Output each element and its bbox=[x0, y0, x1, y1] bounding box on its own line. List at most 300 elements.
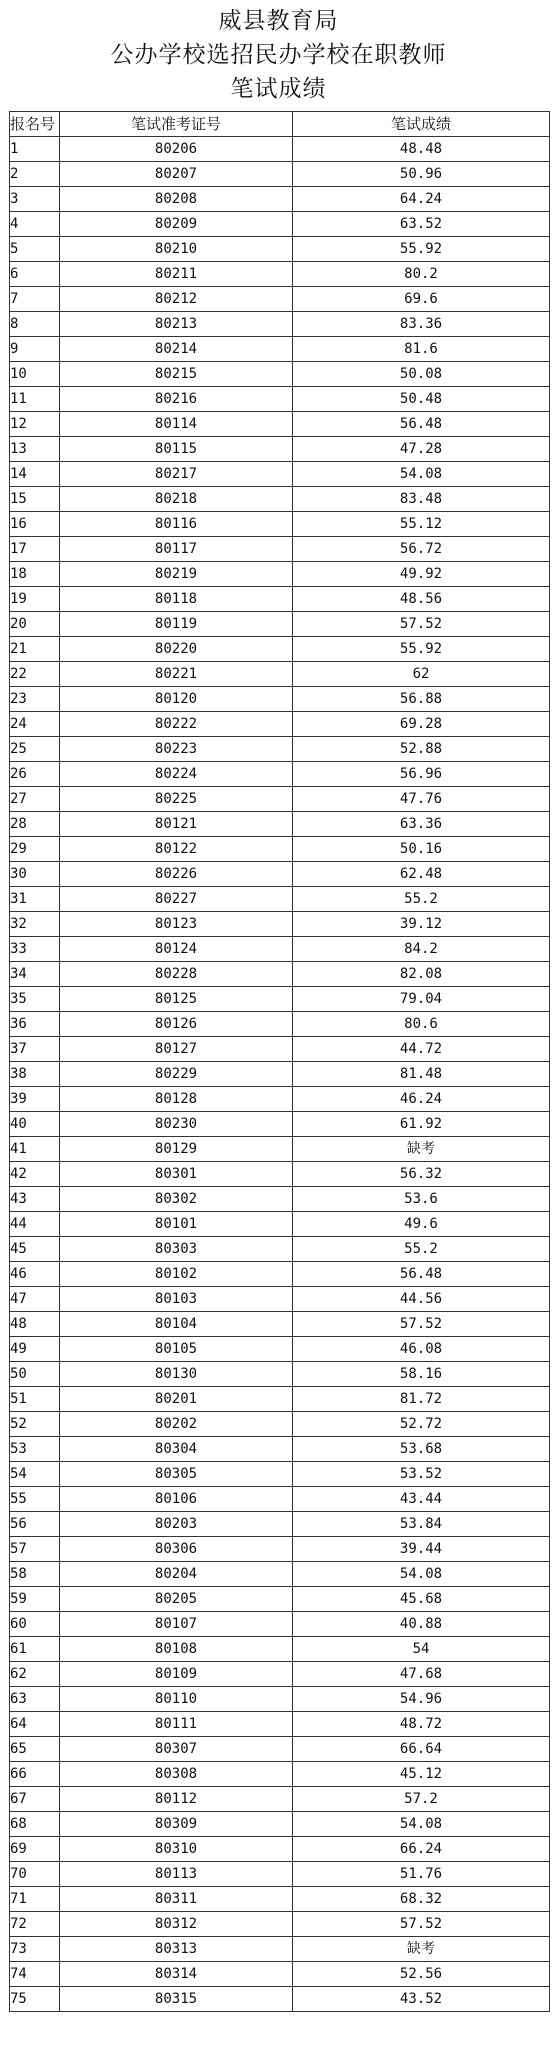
cell-exam-ticket-number: 80302 bbox=[60, 1187, 293, 1212]
table-row bbox=[10, 1787, 550, 1812]
cell-exam-ticket-number: 80125 bbox=[60, 987, 293, 1012]
cell-exam-ticket-number: 80215 bbox=[60, 362, 293, 387]
cell-registration-number: 25 bbox=[10, 737, 60, 762]
cell-exam-ticket-number: 80219 bbox=[60, 562, 293, 587]
cell-registration-number: 9 bbox=[10, 337, 60, 362]
cell-written-score: 47.28 bbox=[293, 437, 550, 462]
cell-exam-ticket-number: 80315 bbox=[60, 1987, 293, 2012]
cell-written-score: 39.12 bbox=[293, 912, 550, 937]
cell-written-score: 83.36 bbox=[293, 312, 550, 337]
table-row bbox=[10, 987, 550, 1012]
cell-written-score: 48.72 bbox=[293, 1712, 550, 1737]
cell-registration-number: 71 bbox=[10, 1887, 60, 1912]
table-row bbox=[10, 1537, 550, 1562]
cell-written-score: 54 bbox=[293, 1637, 550, 1662]
cell-exam-ticket-number: 80304 bbox=[60, 1437, 293, 1462]
cell-exam-ticket-number: 80121 bbox=[60, 812, 293, 837]
cell-registration-number: 38 bbox=[10, 1062, 60, 1087]
table-row bbox=[10, 1612, 550, 1637]
table-row bbox=[10, 612, 550, 637]
cell-registration-number: 30 bbox=[10, 862, 60, 887]
cell-written-score: 55.12 bbox=[293, 512, 550, 537]
cell-registration-number: 61 bbox=[10, 1637, 60, 1662]
cell-registration-number: 10 bbox=[10, 362, 60, 387]
cell-written-score: 45.12 bbox=[293, 1762, 550, 1787]
cell-registration-number: 63 bbox=[10, 1687, 60, 1712]
cell-registration-number: 8 bbox=[10, 312, 60, 337]
cell-exam-ticket-number: 80101 bbox=[60, 1212, 293, 1237]
cell-written-score: 40.88 bbox=[293, 1612, 550, 1637]
cell-registration-number: 27 bbox=[10, 787, 60, 812]
table-row bbox=[10, 1737, 550, 1762]
cell-registration-number: 2 bbox=[10, 162, 60, 187]
cell-written-score: 56.88 bbox=[293, 687, 550, 712]
cell-registration-number: 31 bbox=[10, 887, 60, 912]
cell-registration-number: 45 bbox=[10, 1237, 60, 1262]
cell-written-score: 61.92 bbox=[293, 1112, 550, 1137]
cell-exam-ticket-number: 80122 bbox=[60, 837, 293, 862]
cell-exam-ticket-number: 80308 bbox=[60, 1762, 293, 1787]
cell-registration-number: 66 bbox=[10, 1762, 60, 1787]
cell-registration-number: 59 bbox=[10, 1587, 60, 1612]
cell-written-score: 53.68 bbox=[293, 1437, 550, 1462]
table-row bbox=[10, 1887, 550, 1912]
cell-exam-ticket-number: 80224 bbox=[60, 762, 293, 787]
cell-exam-ticket-number: 80230 bbox=[60, 1112, 293, 1137]
cell-registration-number: 40 bbox=[10, 1112, 60, 1137]
cell-written-score: 55.92 bbox=[293, 237, 550, 262]
cell-exam-ticket-number: 80106 bbox=[60, 1487, 293, 1512]
cell-written-score: 56.48 bbox=[293, 1262, 550, 1287]
cell-registration-number: 17 bbox=[10, 537, 60, 562]
cell-registration-number: 69 bbox=[10, 1837, 60, 1862]
cell-exam-ticket-number: 80314 bbox=[60, 1962, 293, 1987]
cell-exam-ticket-number: 80214 bbox=[60, 337, 293, 362]
table-row bbox=[10, 1237, 550, 1262]
cell-written-score: 62 bbox=[293, 662, 550, 687]
cell-registration-number: 37 bbox=[10, 1037, 60, 1062]
cell-exam-ticket-number: 80311 bbox=[60, 1887, 293, 1912]
cell-exam-ticket-number: 80211 bbox=[60, 262, 293, 287]
cell-exam-ticket-number: 80107 bbox=[60, 1612, 293, 1637]
cell-registration-number: 6 bbox=[10, 262, 60, 287]
table-row bbox=[10, 1187, 550, 1212]
header-written-score: 笔试成绩 bbox=[293, 112, 550, 137]
table-row bbox=[10, 812, 550, 837]
cell-written-score: 47.68 bbox=[293, 1662, 550, 1687]
cell-registration-number: 26 bbox=[10, 762, 60, 787]
table-row bbox=[10, 512, 550, 537]
cell-registration-number: 75 bbox=[10, 1987, 60, 2012]
cell-registration-number: 24 bbox=[10, 712, 60, 737]
table-row bbox=[10, 1662, 550, 1687]
table-row bbox=[10, 1212, 550, 1237]
cell-registration-number: 12 bbox=[10, 412, 60, 437]
table-row bbox=[10, 587, 550, 612]
cell-exam-ticket-number: 80225 bbox=[60, 787, 293, 812]
cell-exam-ticket-number: 80115 bbox=[60, 437, 293, 462]
header-registration-number: 报名号 bbox=[10, 112, 60, 137]
scores-table bbox=[9, 111, 550, 2012]
cell-written-score: 81.72 bbox=[293, 1387, 550, 1412]
table-row bbox=[10, 487, 550, 512]
table-row bbox=[10, 137, 550, 162]
cell-written-score: 56.72 bbox=[293, 537, 550, 562]
table-row bbox=[10, 637, 550, 662]
cell-registration-number: 60 bbox=[10, 1612, 60, 1637]
cell-exam-ticket-number: 80109 bbox=[60, 1662, 293, 1687]
cell-registration-number: 11 bbox=[10, 387, 60, 412]
cell-exam-ticket-number: 80129 bbox=[60, 1137, 293, 1162]
cell-registration-number: 68 bbox=[10, 1812, 60, 1837]
table-row bbox=[10, 1562, 550, 1587]
cell-registration-number: 5 bbox=[10, 237, 60, 262]
cell-written-score: 55.92 bbox=[293, 637, 550, 662]
cell-registration-number: 35 bbox=[10, 987, 60, 1012]
cell-registration-number: 43 bbox=[10, 1187, 60, 1212]
cell-written-score: 63.52 bbox=[293, 212, 550, 237]
cell-written-score: 46.24 bbox=[293, 1087, 550, 1112]
table-row bbox=[10, 1362, 550, 1387]
cell-exam-ticket-number: 80202 bbox=[60, 1412, 293, 1437]
cell-written-score: 51.76 bbox=[293, 1862, 550, 1887]
cell-written-score: 53.52 bbox=[293, 1462, 550, 1487]
cell-exam-ticket-number: 80306 bbox=[60, 1537, 293, 1562]
table-row bbox=[10, 1062, 550, 1087]
table-row bbox=[10, 687, 550, 712]
cell-exam-ticket-number: 80207 bbox=[60, 162, 293, 187]
table-row bbox=[10, 1162, 550, 1187]
table-row bbox=[10, 1012, 550, 1037]
cell-exam-ticket-number: 80130 bbox=[60, 1362, 293, 1387]
cell-registration-number: 41 bbox=[10, 1137, 60, 1162]
cell-registration-number: 21 bbox=[10, 637, 60, 662]
cell-written-score: 53.84 bbox=[293, 1512, 550, 1537]
table-row bbox=[10, 1287, 550, 1312]
cell-written-score: 83.48 bbox=[293, 487, 550, 512]
cell-written-score: 48.56 bbox=[293, 587, 550, 612]
cell-exam-ticket-number: 80118 bbox=[60, 587, 293, 612]
cell-exam-ticket-number: 80124 bbox=[60, 937, 293, 962]
cell-written-score: 66.24 bbox=[293, 1837, 550, 1862]
cell-registration-number: 72 bbox=[10, 1912, 60, 1937]
cell-written-score: 69.28 bbox=[293, 712, 550, 737]
table-row bbox=[10, 787, 550, 812]
cell-written-score: 49.6 bbox=[293, 1212, 550, 1237]
cell-exam-ticket-number: 80226 bbox=[60, 862, 293, 887]
cell-exam-ticket-number: 80119 bbox=[60, 612, 293, 637]
cell-written-score: 54.96 bbox=[293, 1687, 550, 1712]
cell-written-score: 66.64 bbox=[293, 1737, 550, 1762]
cell-exam-ticket-number: 80103 bbox=[60, 1287, 293, 1312]
cell-written-score: 50.96 bbox=[293, 162, 550, 187]
cell-written-score: 53.6 bbox=[293, 1187, 550, 1212]
table-row bbox=[10, 1462, 550, 1487]
cell-exam-ticket-number: 80204 bbox=[60, 1562, 293, 1587]
cell-exam-ticket-number: 80120 bbox=[60, 687, 293, 712]
cell-written-score: 57.52 bbox=[293, 612, 550, 637]
table-row bbox=[10, 662, 550, 687]
cell-written-score: 39.44 bbox=[293, 1537, 550, 1562]
table-row bbox=[10, 1312, 550, 1337]
cell-exam-ticket-number: 80104 bbox=[60, 1312, 293, 1337]
cell-written-score: 50.08 bbox=[293, 362, 550, 387]
cell-registration-number: 54 bbox=[10, 1462, 60, 1487]
cell-written-score: 54.08 bbox=[293, 1562, 550, 1587]
cell-exam-ticket-number: 80126 bbox=[60, 1012, 293, 1037]
table-row bbox=[10, 837, 550, 862]
table-row bbox=[10, 1837, 550, 1862]
cell-registration-number: 48 bbox=[10, 1312, 60, 1337]
cell-written-score: 80.2 bbox=[293, 262, 550, 287]
table-row bbox=[10, 1912, 550, 1937]
cell-registration-number: 57 bbox=[10, 1537, 60, 1562]
cell-written-score: 56.32 bbox=[293, 1162, 550, 1187]
table-row bbox=[10, 962, 550, 987]
cell-exam-ticket-number: 80218 bbox=[60, 487, 293, 512]
cell-registration-number: 19 bbox=[10, 587, 60, 612]
cell-exam-ticket-number: 80217 bbox=[60, 462, 293, 487]
cell-registration-number: 73 bbox=[10, 1937, 60, 1962]
cell-written-score: 57.2 bbox=[293, 1787, 550, 1812]
table-row bbox=[10, 262, 550, 287]
cell-exam-ticket-number: 80205 bbox=[60, 1587, 293, 1612]
cell-registration-number: 16 bbox=[10, 512, 60, 537]
cell-written-score: 64.24 bbox=[293, 187, 550, 212]
cell-written-score: 47.76 bbox=[293, 787, 550, 812]
cell-written-score: 57.52 bbox=[293, 1912, 550, 1937]
cell-written-score: 50.16 bbox=[293, 837, 550, 862]
table-row bbox=[10, 1337, 550, 1362]
cell-exam-ticket-number: 80222 bbox=[60, 712, 293, 737]
table-row bbox=[10, 937, 550, 962]
cell-registration-number: 47 bbox=[10, 1287, 60, 1312]
cell-written-score: 54.08 bbox=[293, 1812, 550, 1837]
table-row bbox=[10, 362, 550, 387]
cell-written-score: 55.2 bbox=[293, 1237, 550, 1262]
cell-written-score: 44.72 bbox=[293, 1037, 550, 1062]
table-row bbox=[10, 162, 550, 187]
cell-exam-ticket-number: 80116 bbox=[60, 512, 293, 537]
cell-exam-ticket-number: 80113 bbox=[60, 1862, 293, 1887]
table-row bbox=[10, 537, 550, 562]
cell-registration-number: 7 bbox=[10, 287, 60, 312]
cell-written-score: 52.88 bbox=[293, 737, 550, 762]
table-row bbox=[10, 187, 550, 212]
cell-exam-ticket-number: 80128 bbox=[60, 1087, 293, 1112]
cell-registration-number: 70 bbox=[10, 1862, 60, 1887]
cell-registration-number: 42 bbox=[10, 1162, 60, 1187]
cell-exam-ticket-number: 80201 bbox=[60, 1387, 293, 1412]
table-row bbox=[10, 887, 550, 912]
table-row bbox=[10, 1862, 550, 1887]
cell-exam-ticket-number: 80229 bbox=[60, 1062, 293, 1087]
cell-registration-number: 46 bbox=[10, 1262, 60, 1287]
table-row bbox=[10, 1037, 550, 1062]
cell-written-score: 56.48 bbox=[293, 412, 550, 437]
cell-registration-number: 14 bbox=[10, 462, 60, 487]
cell-written-score: 69.6 bbox=[293, 287, 550, 312]
cell-exam-ticket-number: 80228 bbox=[60, 962, 293, 987]
cell-written-score: 52.56 bbox=[293, 1962, 550, 1987]
table-row bbox=[10, 1487, 550, 1512]
cell-registration-number: 44 bbox=[10, 1212, 60, 1237]
table-row bbox=[10, 862, 550, 887]
table-row bbox=[10, 762, 550, 787]
cell-registration-number: 58 bbox=[10, 1562, 60, 1587]
cell-registration-number: 23 bbox=[10, 687, 60, 712]
cell-exam-ticket-number: 80212 bbox=[60, 287, 293, 312]
cell-exam-ticket-number: 80206 bbox=[60, 137, 293, 162]
cell-exam-ticket-number: 80114 bbox=[60, 412, 293, 437]
table-row bbox=[10, 337, 550, 362]
cell-exam-ticket-number: 80102 bbox=[60, 1262, 293, 1287]
table-row bbox=[10, 212, 550, 237]
table-row bbox=[10, 1412, 550, 1437]
table-row bbox=[10, 712, 550, 737]
cell-registration-number: 39 bbox=[10, 1087, 60, 1112]
cell-registration-number: 67 bbox=[10, 1787, 60, 1812]
cell-registration-number: 65 bbox=[10, 1737, 60, 1762]
table-row bbox=[10, 1762, 550, 1787]
cell-exam-ticket-number: 80112 bbox=[60, 1787, 293, 1812]
cell-written-score: 68.32 bbox=[293, 1887, 550, 1912]
cell-registration-number: 53 bbox=[10, 1437, 60, 1462]
cell-exam-ticket-number: 80111 bbox=[60, 1712, 293, 1737]
table-row bbox=[10, 1387, 550, 1412]
table-row bbox=[10, 437, 550, 462]
cell-registration-number: 28 bbox=[10, 812, 60, 837]
cell-exam-ticket-number: 80213 bbox=[60, 312, 293, 337]
table-row bbox=[10, 1137, 550, 1162]
cell-registration-number: 20 bbox=[10, 612, 60, 637]
cell-written-score: 46.08 bbox=[293, 1337, 550, 1362]
cell-exam-ticket-number: 80227 bbox=[60, 887, 293, 912]
cell-registration-number: 62 bbox=[10, 1662, 60, 1687]
table-row bbox=[10, 1262, 550, 1287]
cell-written-score: 63.36 bbox=[293, 812, 550, 837]
cell-exam-ticket-number: 80110 bbox=[60, 1687, 293, 1712]
cell-registration-number: 22 bbox=[10, 662, 60, 687]
table-row bbox=[10, 737, 550, 762]
cell-exam-ticket-number: 80123 bbox=[60, 912, 293, 937]
cell-written-score: 81.48 bbox=[293, 1062, 550, 1087]
cell-exam-ticket-number: 80310 bbox=[60, 1837, 293, 1862]
cell-exam-ticket-number: 80203 bbox=[60, 1512, 293, 1537]
table-row bbox=[10, 1112, 550, 1137]
cell-written-score: 54.08 bbox=[293, 462, 550, 487]
cell-registration-number: 56 bbox=[10, 1512, 60, 1537]
cell-written-score: 81.6 bbox=[293, 337, 550, 362]
cell-written-score: 79.04 bbox=[293, 987, 550, 1012]
table-row bbox=[10, 1962, 550, 1987]
cell-written-score: 43.52 bbox=[293, 1987, 550, 2012]
table-row bbox=[10, 1812, 550, 1837]
cell-written-score: 43.44 bbox=[293, 1487, 550, 1512]
cell-written-score: 缺考 bbox=[293, 1137, 550, 1162]
cell-written-score: 80.6 bbox=[293, 1012, 550, 1037]
table-row bbox=[10, 1712, 550, 1737]
table-row bbox=[10, 412, 550, 437]
cell-registration-number: 34 bbox=[10, 962, 60, 987]
cell-exam-ticket-number: 80117 bbox=[60, 537, 293, 562]
cell-exam-ticket-number: 80105 bbox=[60, 1337, 293, 1362]
cell-exam-ticket-number: 80127 bbox=[60, 1037, 293, 1062]
cell-registration-number: 74 bbox=[10, 1962, 60, 1987]
table-row bbox=[10, 1087, 550, 1112]
cell-written-score: 49.92 bbox=[293, 562, 550, 587]
table-row bbox=[10, 1637, 550, 1662]
table-row bbox=[10, 562, 550, 587]
cell-written-score: 55.2 bbox=[293, 887, 550, 912]
table-body bbox=[10, 137, 550, 2012]
table-row bbox=[10, 912, 550, 937]
table-row bbox=[10, 1437, 550, 1462]
cell-written-score: 84.2 bbox=[293, 937, 550, 962]
table-row bbox=[10, 462, 550, 487]
document-title-type: 笔试成绩 bbox=[230, 76, 327, 102]
cell-registration-number: 51 bbox=[10, 1387, 60, 1412]
cell-registration-number: 32 bbox=[10, 912, 60, 937]
cell-written-score: 44.56 bbox=[293, 1287, 550, 1312]
table-row bbox=[10, 1587, 550, 1612]
cell-exam-ticket-number: 80312 bbox=[60, 1912, 293, 1937]
cell-written-score: 48.48 bbox=[293, 137, 550, 162]
cell-registration-number: 52 bbox=[10, 1412, 60, 1437]
header-exam-ticket-number: 笔试准考证号 bbox=[60, 112, 293, 137]
cell-exam-ticket-number: 80108 bbox=[60, 1637, 293, 1662]
cell-exam-ticket-number: 80303 bbox=[60, 1237, 293, 1262]
cell-exam-ticket-number: 80305 bbox=[60, 1462, 293, 1487]
cell-exam-ticket-number: 80220 bbox=[60, 637, 293, 662]
cell-written-score: 56.96 bbox=[293, 762, 550, 787]
cell-exam-ticket-number: 80223 bbox=[60, 737, 293, 762]
cell-written-score: 58.16 bbox=[293, 1362, 550, 1387]
table-row bbox=[10, 1687, 550, 1712]
table-row bbox=[10, 237, 550, 262]
cell-registration-number: 13 bbox=[10, 437, 60, 462]
cell-registration-number: 33 bbox=[10, 937, 60, 962]
cell-exam-ticket-number: 80313 bbox=[60, 1937, 293, 1962]
cell-registration-number: 36 bbox=[10, 1012, 60, 1037]
cell-written-score: 45.68 bbox=[293, 1587, 550, 1612]
cell-exam-ticket-number: 80216 bbox=[60, 387, 293, 412]
cell-registration-number: 29 bbox=[10, 837, 60, 862]
cell-registration-number: 1 bbox=[10, 137, 60, 162]
document-title-issuer: 威县教育局 bbox=[218, 8, 339, 34]
cell-registration-number: 15 bbox=[10, 487, 60, 512]
table-header-row bbox=[10, 112, 550, 137]
document-title-subject: 公办学校选招民办学校在职教师 bbox=[110, 42, 447, 68]
cell-registration-number: 4 bbox=[10, 212, 60, 237]
cell-written-score: 82.08 bbox=[293, 962, 550, 987]
cell-registration-number: 18 bbox=[10, 562, 60, 587]
table-row bbox=[10, 387, 550, 412]
cell-exam-ticket-number: 80221 bbox=[60, 662, 293, 687]
cell-registration-number: 3 bbox=[10, 187, 60, 212]
cell-written-score: 62.48 bbox=[293, 862, 550, 887]
cell-written-score: 缺考 bbox=[293, 1937, 550, 1962]
table-row bbox=[10, 1512, 550, 1537]
cell-exam-ticket-number: 80209 bbox=[60, 212, 293, 237]
table-row bbox=[10, 312, 550, 337]
cell-registration-number: 64 bbox=[10, 1712, 60, 1737]
cell-registration-number: 55 bbox=[10, 1487, 60, 1512]
cell-exam-ticket-number: 80301 bbox=[60, 1162, 293, 1187]
cell-written-score: 57.52 bbox=[293, 1312, 550, 1337]
cell-registration-number: 50 bbox=[10, 1362, 60, 1387]
cell-exam-ticket-number: 80307 bbox=[60, 1737, 293, 1762]
